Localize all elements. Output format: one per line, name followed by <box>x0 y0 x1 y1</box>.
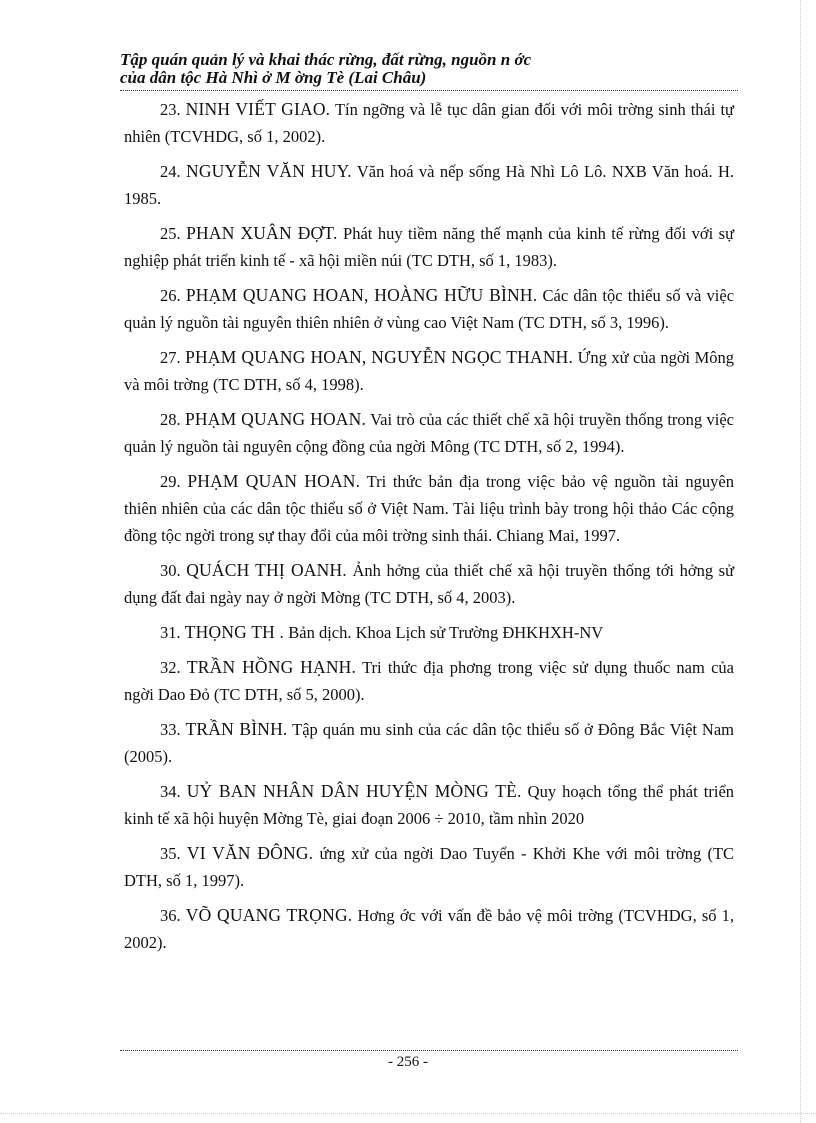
reference-author: QUÁCH THỊ OANH. <box>186 560 347 580</box>
footer-divider <box>120 1050 738 1051</box>
reference-number: 34. <box>160 782 181 801</box>
reference-text: Vai trò của các thiết chế xã hội truyền thống trong việc quản lý nguồn tài nguyên cộng đồng của ngời Mông (TC DTH, số 2, 1994). <box>124 410 734 456</box>
page-edge-right <box>800 0 801 1123</box>
page-number: - 256 - <box>388 1054 428 1070</box>
reference-number: 26. <box>160 286 181 305</box>
reference-item <box>124 778 734 832</box>
reference-author: NINH VIẾT GIAO. <box>185 99 331 119</box>
reference-author: PHAN XUÂN ĐỢT. <box>186 223 338 243</box>
reference-author: TRẦN HỒNG HẠNH. <box>186 657 357 677</box>
reference-text: Bản dịch. Khoa Lịch sử Trường ĐHKHXH-NV <box>288 623 604 642</box>
reference-text: Tri thức bản địa trong việc bảo vệ nguồn tài nguyên thiên nhiên của các dân tộc thiểu số ở Việt Nam. Tài liệu trình bày trong hội thảo Các cộng đồng tộc ngời trong sự thay đổi của môi trờng sinh thái. Chiang Mai, 1997. <box>124 472 735 545</box>
reference-author: PHẠM QUANG HOAN, HOÀNG HỮU BÌNH. <box>185 285 538 305</box>
header-divider <box>120 90 738 91</box>
reference-text: Quy hoạch tổng thể phát triển kinh tế xã hội huyện Mờng Tè, giai đoạn 2006 ÷ 2010, tầm nhìn 2020 <box>124 782 735 828</box>
reference-item <box>124 344 734 398</box>
reference-author: VÕ QUANG TRỌNG. <box>185 905 353 925</box>
running-header <box>120 51 740 87</box>
reference-item <box>124 716 734 770</box>
reference-text: Hơng ớc với vấn đề bảo vệ môi trờng (TCVHDG, số 1, 2002). <box>124 906 735 952</box>
reference-text: Tập quán mu sinh của các dân tộc thiểu số ở Đông Bắc Việt Nam (2005). <box>124 720 735 766</box>
reference-item <box>124 619 734 646</box>
reference-text: Các dân tộc thiểu số và việc quản lý nguồn tài nguyên thiên nhiên ở vùng cao Việt Nam (TC DTH, số 3, 1996). <box>124 286 735 332</box>
reference-item <box>124 902 734 956</box>
reference-text: Ảnh hởng của thiết chế xã hội truyền thống tới hởng sử dụng đất đai ngày nay ở ngời Mờng (TC DTH, số 4, 2003). <box>124 561 735 607</box>
page-edge-bottom <box>0 1113 816 1114</box>
reference-item <box>124 406 734 460</box>
reference-text: Ứng xử của ngời Mông và môi trờng (TC DTH, số 4, 1998). <box>124 348 735 394</box>
reference-author: PHẠM QUANG HOAN, NGUYỄN NGỌC THANH. <box>185 347 574 367</box>
reference-item <box>124 468 734 549</box>
reference-item <box>124 557 734 611</box>
reference-author: TRẦN BÌNH. <box>185 719 288 739</box>
reference-item <box>124 158 734 212</box>
reference-author: UỶ BAN NHÂN DÂN HUYỆN MÒNG TÈ. <box>186 781 522 801</box>
reference-number: 23. <box>160 100 181 119</box>
reference-author: VI VĂN ĐÔNG. <box>186 843 314 863</box>
reference-number: 35. <box>160 844 181 863</box>
reference-list <box>124 96 734 964</box>
reference-item <box>124 654 734 708</box>
reference-number: 31. <box>160 623 181 642</box>
reference-number: 25. <box>160 224 181 243</box>
reference-number: 27. <box>160 348 181 367</box>
reference-text: Tín ngỡng và lễ tục dân gian đối với môi trờng sinh thái tự nhiên (TCVHDG, số 1, 2002). <box>124 100 734 146</box>
reference-number: 30. <box>160 561 181 580</box>
reference-author: PHẠM QUANG HOAN. <box>184 409 367 429</box>
reference-text: Văn hoá và nếp sống Hà Nhì Lô Lô. NXB Văn hoá. H. 1985. <box>124 162 735 208</box>
reference-number: 33. <box>160 720 181 739</box>
reference-text: ứng xử của ngời Dao Tuyển - Khởi Khe với môi trờng (TC DTH, số 1, 1997). <box>124 844 735 890</box>
reference-item <box>124 840 734 894</box>
header-line-1: Tập quán quản lý và khai thác rừng, đất rừng, nguồn n ớc <box>120 50 532 69</box>
reference-text: Phát huy tiềm năng thế mạnh của kinh tế rừng đối với sự nghiệp phát triển kinh tế - xã hội miền núi (TC DTH, số 1, 1983). <box>124 224 735 270</box>
reference-author: THỌNG TH . <box>184 622 285 642</box>
reference-text: Tri thức địa phơng trong việc sử dụng thuốc nam của ngời Dao Đỏ (TC DTH, số 5, 2000). <box>124 658 735 704</box>
reference-number: 24. <box>160 162 181 181</box>
reference-author: NGUYỄN VĂN HUY. <box>186 161 352 181</box>
reference-number: 29. <box>160 472 181 491</box>
header-line-2: của dân tộc Hà Nhì ở M ờng Tè (Lai Châu) <box>120 68 427 87</box>
reference-item <box>124 96 734 150</box>
reference-item <box>124 282 734 336</box>
reference-item <box>124 220 734 274</box>
reference-author: PHẠM QUAN HOAN. <box>187 471 361 491</box>
reference-number: 36. <box>160 906 181 925</box>
reference-number: 28. <box>160 410 181 429</box>
reference-number: 32. <box>160 658 181 677</box>
